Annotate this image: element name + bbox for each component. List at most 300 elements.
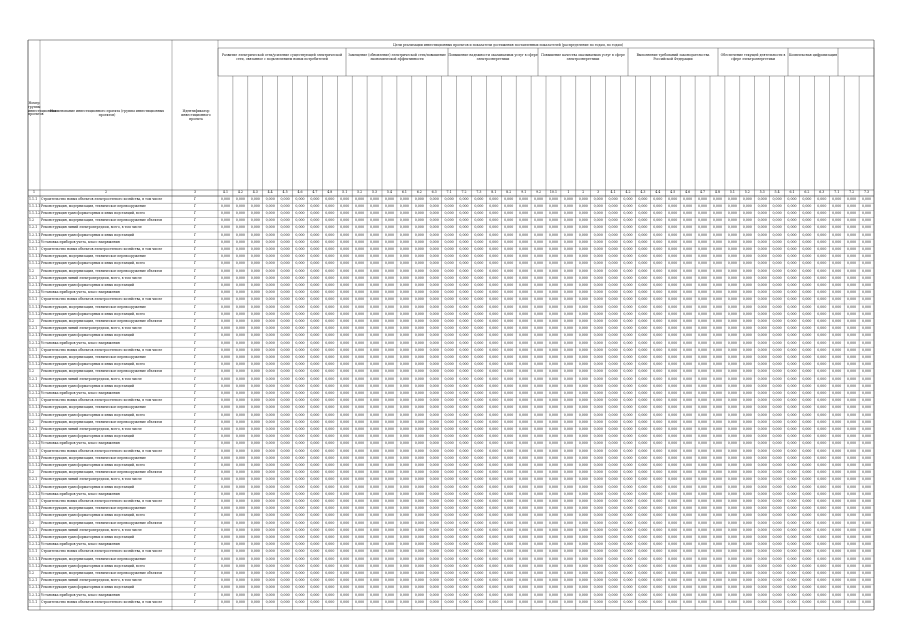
row-value: 0,000 <box>459 419 469 424</box>
row-value: 0,000 <box>727 218 737 223</box>
row-value: 0,000 <box>548 261 559 266</box>
row-value: 0,000 <box>220 196 231 201</box>
row-value: 0,000 <box>519 462 529 467</box>
row-value: 0,000 <box>548 311 559 316</box>
row-value: 0,000 <box>280 470 290 475</box>
row-value: 0,000 <box>340 232 350 237</box>
row-value: 0,000 <box>593 491 603 496</box>
row-value: 0,000 <box>414 218 424 223</box>
row-value: 0,000 <box>414 419 424 424</box>
row-value: 0,000 <box>340 484 350 489</box>
sub-column-header <box>787 80 799 186</box>
row-value: 0,000 <box>489 210 499 215</box>
row-value: 0,000 <box>295 570 305 575</box>
row-value: 0,000 <box>489 513 499 518</box>
sub-column-header <box>772 80 784 186</box>
row-value: 0,000 <box>787 534 797 539</box>
row-value: 0,000 <box>250 369 260 374</box>
row-value: 0,000 <box>220 513 231 518</box>
row-value: 0,000 <box>802 203 812 208</box>
row-value: 0,000 <box>235 448 245 453</box>
row-value: 0,000 <box>727 477 737 482</box>
row-value: 0,000 <box>712 520 723 525</box>
row-value: 0,000 <box>310 434 320 439</box>
row-value: 0,000 <box>742 210 752 215</box>
row-value: 0,000 <box>683 254 693 259</box>
row-value: 0,000 <box>638 412 648 417</box>
row-value: 0,000 <box>504 225 514 230</box>
row-value: 0,000 <box>802 434 812 439</box>
row-name: Реконструкция, модернизация, техническое перевооружение <box>41 254 146 259</box>
row-value: 0,000 <box>668 390 678 395</box>
row-value: 0,000 <box>772 297 782 302</box>
row-value: 0,000 <box>861 275 872 280</box>
row-value: 0,000 <box>250 333 260 338</box>
row-value: 0,000 <box>563 261 573 266</box>
row-number: 1.2.1.2 <box>29 491 41 496</box>
row-value: 0,000 <box>474 390 484 395</box>
row-value: 0,000 <box>668 304 678 309</box>
row-value: 0,000 <box>414 304 424 309</box>
row-value: 0,000 <box>220 412 231 417</box>
row-value: 0,000 <box>369 426 380 431</box>
row-value: 0,000 <box>861 218 872 223</box>
row-value: 0,000 <box>683 426 693 431</box>
sub-column-header <box>682 80 694 186</box>
row-value: 0,000 <box>519 484 529 489</box>
row-value: 0,000 <box>847 261 857 266</box>
row-value: 0,000 <box>220 268 231 273</box>
row-value: 0,000 <box>563 426 573 431</box>
row-value: 0,000 <box>265 398 275 403</box>
row-value: 0,000 <box>459 549 469 554</box>
row-value: 0,000 <box>295 484 305 489</box>
row-value: 0,000 <box>355 542 365 547</box>
row-value: 0,000 <box>563 218 573 223</box>
row-value: 0,000 <box>250 570 260 575</box>
column-number: 5.4 <box>386 190 392 194</box>
row-value: 0,000 <box>235 398 245 403</box>
row-value: 0,000 <box>310 318 320 323</box>
row-value: 0,000 <box>757 254 767 259</box>
row-name: Реконструкция трансформаторных и иных подстанций <box>41 534 134 539</box>
row-value: 0,000 <box>355 246 365 251</box>
row-value: 0,000 <box>533 448 544 453</box>
row-value: 0,000 <box>444 390 454 395</box>
row-value: 0,000 <box>712 268 723 273</box>
row-value: 0,000 <box>399 578 409 583</box>
row-value: 0,000 <box>683 477 693 482</box>
row-value: 0,000 <box>235 239 245 244</box>
row-value: 0,000 <box>325 426 335 431</box>
row-value: 0,000 <box>459 225 469 230</box>
row-value: 0,000 <box>429 225 439 230</box>
row-value: 0,000 <box>504 506 514 511</box>
row-value: 0,000 <box>265 369 275 374</box>
row-value: 0,000 <box>429 362 439 367</box>
row-value: 0,000 <box>355 462 365 467</box>
row-value: 0,000 <box>563 585 573 590</box>
row-value: 0,000 <box>832 426 842 431</box>
row-value: 0,000 <box>265 534 275 539</box>
row-value: 0,000 <box>668 542 678 547</box>
row-value: 0,000 <box>578 412 588 417</box>
column-number: 4.3 <box>640 190 646 194</box>
row-value: 0,000 <box>444 225 454 230</box>
row-value: 0,000 <box>817 225 827 230</box>
row-value: 0,000 <box>280 542 290 547</box>
row-value: 0,000 <box>504 369 514 374</box>
column-number: 6.1 <box>789 190 795 194</box>
row-value: 0,000 <box>355 218 365 223</box>
row-value: 0,000 <box>787 412 797 417</box>
row-value: 0,000 <box>712 362 723 367</box>
row-value: 0,000 <box>444 549 454 554</box>
row-value: 0,000 <box>563 405 573 410</box>
row-name: Реконструкция, модернизация, техническое перевооружение объектов <box>41 470 163 475</box>
row-value: 0,000 <box>384 426 395 431</box>
row-value: 0,000 <box>474 354 484 359</box>
row-value: 0,000 <box>593 448 603 453</box>
row-number: 1.1.1 <box>29 347 38 352</box>
row-value: 0,000 <box>459 441 469 446</box>
row-value: 0,000 <box>519 218 529 223</box>
row-value: 0,000 <box>220 477 231 482</box>
row-name: Строительство новых объектов электросетевого хозяйства, в том числе <box>41 196 163 201</box>
row-value: 0,000 <box>757 448 767 453</box>
row-value: 0,000 <box>697 376 708 381</box>
row-value: 0,000 <box>310 455 320 460</box>
row-value: 0,000 <box>533 268 544 273</box>
row-value: 0,000 <box>847 376 857 381</box>
row-value: 0,000 <box>399 506 409 511</box>
row-value: 0,000 <box>742 462 752 467</box>
row-number: 1.2.1 <box>29 578 38 583</box>
row-value: 0,000 <box>474 470 484 475</box>
row-value: 0,000 <box>235 542 245 547</box>
row-value: 0,000 <box>847 311 857 316</box>
row-value: 0,000 <box>697 362 708 367</box>
row-value: 0,000 <box>683 527 693 532</box>
row-value: 0,000 <box>742 369 752 374</box>
row-value: 0,000 <box>727 462 737 467</box>
row-value: 0,000 <box>310 441 320 446</box>
row-number: 1.1.1.2 <box>29 261 41 266</box>
row-value: 0,000 <box>697 491 708 496</box>
row-value: 0,000 <box>742 419 752 424</box>
row-value: 0,000 <box>548 549 559 554</box>
row-value: 0,000 <box>414 484 424 489</box>
row-value: 0,000 <box>802 304 812 309</box>
row-value: 0,000 <box>668 340 678 345</box>
row-value: 0,000 <box>355 578 365 583</box>
row-value: 0,000 <box>340 412 350 417</box>
row-value: 0,000 <box>593 484 603 489</box>
row-value: 0,000 <box>578 405 588 410</box>
row-value: 0,000 <box>802 549 812 554</box>
row-value: 0,000 <box>369 498 380 503</box>
row-value: 0,000 <box>817 405 827 410</box>
row-value: 0,000 <box>384 390 395 395</box>
row-value: 0,000 <box>697 326 708 331</box>
row-value: 0,000 <box>414 563 424 568</box>
row-value: 0,000 <box>384 534 395 539</box>
row-value: 0,000 <box>772 462 782 467</box>
sub-column-header <box>816 80 828 186</box>
row-number: 1.2.1 <box>29 527 38 532</box>
row-value: 0,000 <box>414 405 424 410</box>
row-number: 1.1.1 <box>29 599 38 604</box>
row-value: 0,000 <box>265 477 275 482</box>
row-number: 1.1.1.1 <box>29 455 41 460</box>
row-value: 0,000 <box>787 210 797 215</box>
row-value: 0,000 <box>444 275 454 280</box>
row-value: 0,000 <box>504 426 514 431</box>
row-value: 0,000 <box>459 261 469 266</box>
row-value: 0,000 <box>325 333 335 338</box>
row-value: 0,000 <box>235 246 245 251</box>
row-value: 0,000 <box>832 225 842 230</box>
row-value: 0,000 <box>623 239 633 244</box>
row-value: 0,000 <box>548 419 559 424</box>
row-name: Реконструкция линий электропередачи, всего, в том числе <box>41 477 142 482</box>
row-value: 0,000 <box>683 333 693 338</box>
row-value: 0,000 <box>310 484 320 489</box>
row-value: 0,000 <box>608 318 618 323</box>
row-value: 0,000 <box>355 340 365 345</box>
row-number: 1.2.1.1 <box>29 333 41 338</box>
row-value: 0,000 <box>832 477 842 482</box>
row-number: 1.2.1.2 <box>29 390 41 395</box>
row-value: 0,000 <box>772 282 782 287</box>
col-header-name: Наименование инвестиционного проекта (группы инвестиционных проектов) <box>49 109 165 117</box>
row-value: 0,000 <box>847 282 857 287</box>
row-value: 0,000 <box>519 297 529 302</box>
row-value: 0,000 <box>832 347 842 352</box>
row-value: 0,000 <box>623 318 633 323</box>
row-value: 0,000 <box>772 333 782 338</box>
row-value: 0,000 <box>489 448 499 453</box>
row-name: Установка приборов учета, класс напряжения <box>41 441 120 446</box>
row-value: 0,000 <box>668 520 678 525</box>
row-value: 0,000 <box>548 585 559 590</box>
row-value: 0,000 <box>548 578 559 583</box>
sub-column-header <box>637 80 649 186</box>
row-value: 0,000 <box>683 484 693 489</box>
row-value: 0,000 <box>533 506 544 511</box>
row-value: 0,000 <box>235 254 245 259</box>
row-value: 0,000 <box>325 354 335 359</box>
row-value: 0,000 <box>369 412 380 417</box>
row-value: 0,000 <box>847 527 857 532</box>
row-value: 0,000 <box>533 261 544 266</box>
row-value: 0,000 <box>429 527 439 532</box>
row-value: 0,000 <box>429 477 439 482</box>
row-value: 0,000 <box>638 268 648 273</box>
row-value: 0,000 <box>847 383 857 388</box>
row-value: 0,000 <box>802 290 812 295</box>
row-value: 0,000 <box>697 556 708 561</box>
row-value: 0,000 <box>653 412 663 417</box>
column-number: 5.4 <box>774 190 780 194</box>
row-value: 0,000 <box>638 326 648 331</box>
row-value: 0,000 <box>578 527 588 532</box>
row-value: 0,000 <box>727 203 737 208</box>
row-value: 0,000 <box>832 340 842 345</box>
row-value: 0,000 <box>280 239 290 244</box>
row-value: 0,000 <box>265 326 275 331</box>
row-name: Установка приборов учета, класс напряжения <box>41 542 120 547</box>
row-value: 0,000 <box>310 376 320 381</box>
row-value: 0,000 <box>727 282 737 287</box>
top-header: Цели реализации инвестиционных проектов и показатели достижения поставленных показателей (распределение по годам, по годам) <box>393 43 623 47</box>
row-value: 0,000 <box>817 369 827 374</box>
row-value: 0,000 <box>802 275 812 280</box>
row-value: 0,000 <box>742 455 752 460</box>
row-value: 0,000 <box>474 311 484 316</box>
row-value: 0,000 <box>787 376 797 381</box>
row-value: 0,000 <box>265 599 275 604</box>
row-value: 0,000 <box>593 340 603 345</box>
row-value: 0,000 <box>250 297 260 302</box>
row-value: 0,000 <box>712 196 723 201</box>
row-value: 0,000 <box>519 261 529 266</box>
row-value: 0,000 <box>325 563 335 568</box>
row-value: 0,000 <box>712 462 723 467</box>
row-value: 0,000 <box>548 513 559 518</box>
row-value: 0,000 <box>608 369 618 374</box>
row-value: 0,000 <box>727 419 737 424</box>
row-value: 0,000 <box>668 398 678 403</box>
row-value: 0,000 <box>414 426 424 431</box>
row-value: 0,000 <box>578 455 588 460</box>
row-value: 0,000 <box>802 527 812 532</box>
row-value: 0,000 <box>608 534 618 539</box>
row-value: 0,000 <box>742 268 752 273</box>
row-value: 0,000 <box>802 470 812 475</box>
row-value: 0,000 <box>712 542 723 547</box>
row-id: Г <box>193 578 197 583</box>
row-value: 0,000 <box>340 369 350 374</box>
row-value: 0,000 <box>772 275 782 280</box>
row-value: 0,000 <box>653 520 663 525</box>
row-value: 0,000 <box>638 426 648 431</box>
row-value: 0,000 <box>832 520 842 525</box>
row-value: 0,000 <box>832 196 842 201</box>
row-value: 0,000 <box>235 470 245 475</box>
row-value: 0,000 <box>474 275 484 280</box>
row-name: Реконструкция, модернизация, техническое перевооружение <box>41 556 146 561</box>
row-value: 0,000 <box>295 318 305 323</box>
row-value: 0,000 <box>310 347 320 352</box>
row-value: 0,000 <box>623 340 633 345</box>
row-value: 0,000 <box>727 570 737 575</box>
row-value: 0,000 <box>399 232 409 237</box>
row-value: 0,000 <box>683 534 693 539</box>
row-value: 0,000 <box>414 203 424 208</box>
row-value: 0,000 <box>847 246 857 251</box>
row-value: 0,000 <box>250 383 260 388</box>
row-value: 0,000 <box>548 434 559 439</box>
row-value: 0,000 <box>414 585 424 590</box>
row-id: Г <box>193 232 197 237</box>
row-number: 1.2.1.2 <box>29 592 41 597</box>
row-value: 0,000 <box>235 570 245 575</box>
row-value: 0,000 <box>548 376 559 381</box>
row-value: 0,000 <box>220 484 231 489</box>
row-value: 0,000 <box>772 578 782 583</box>
row-value: 0,000 <box>474 498 484 503</box>
row-value: 0,000 <box>280 268 290 273</box>
row-value: 0,000 <box>832 599 842 604</box>
row-value: 0,000 <box>608 347 618 352</box>
row-value: 0,000 <box>712 448 723 453</box>
row-value: 0,000 <box>623 196 633 201</box>
row-value: 0,000 <box>563 354 573 359</box>
row-value: 0,000 <box>340 470 350 475</box>
row-value: 0,000 <box>623 333 633 338</box>
row-value: 0,000 <box>533 318 544 323</box>
row-value: 0,000 <box>683 218 693 223</box>
row-value: 0,000 <box>295 326 305 331</box>
row-value: 0,000 <box>772 203 782 208</box>
sub-column-header <box>459 80 471 186</box>
row-value: 0,000 <box>310 498 320 503</box>
row-value: 0,000 <box>369 441 380 446</box>
row-value: 0,000 <box>787 549 797 554</box>
row-value: 0,000 <box>817 527 827 532</box>
row-value: 0,000 <box>369 232 380 237</box>
row-value: 0,000 <box>608 585 618 590</box>
row-value: 0,000 <box>295 239 305 244</box>
row-value: 0,000 <box>623 297 633 302</box>
row-value: 0,000 <box>355 354 365 359</box>
row-value: 0,000 <box>668 297 678 302</box>
row-value: 0,000 <box>220 239 231 244</box>
row-value: 0,000 <box>399 246 409 251</box>
row-value: 0,000 <box>280 434 290 439</box>
row-value: 0,000 <box>787 254 797 259</box>
row-value: 0,000 <box>459 311 469 316</box>
row-value: 0,000 <box>429 239 439 244</box>
row-value: 0,000 <box>280 340 290 345</box>
row-value: 0,000 <box>504 196 514 201</box>
sub-column-header <box>220 80 232 186</box>
row-value: 0,000 <box>250 398 260 403</box>
row-value: 0,000 <box>772 362 782 367</box>
row-value: 0,000 <box>384 333 395 338</box>
row-value: 0,000 <box>638 196 648 201</box>
row-value: 0,000 <box>563 412 573 417</box>
row-value: 0,000 <box>295 354 305 359</box>
row-value: 0,000 <box>683 340 693 345</box>
row-value: 0,000 <box>668 376 678 381</box>
row-value: 0,000 <box>533 441 544 446</box>
row-number: 1.1.1.2 <box>29 210 41 215</box>
row-value: 0,000 <box>787 362 797 367</box>
row-value: 0,000 <box>399 462 409 467</box>
row-value: 0,000 <box>533 326 544 331</box>
row-value: 0,000 <box>861 470 872 475</box>
row-value: 0,000 <box>295 592 305 597</box>
row-value: 0,000 <box>444 570 454 575</box>
row-value: 0,000 <box>325 477 335 482</box>
row-value: 0,000 <box>683 347 693 352</box>
row-value: 0,000 <box>235 369 245 374</box>
row-value: 0,000 <box>638 304 648 309</box>
row-value: 0,000 <box>519 225 529 230</box>
row-id: Г <box>193 203 197 208</box>
